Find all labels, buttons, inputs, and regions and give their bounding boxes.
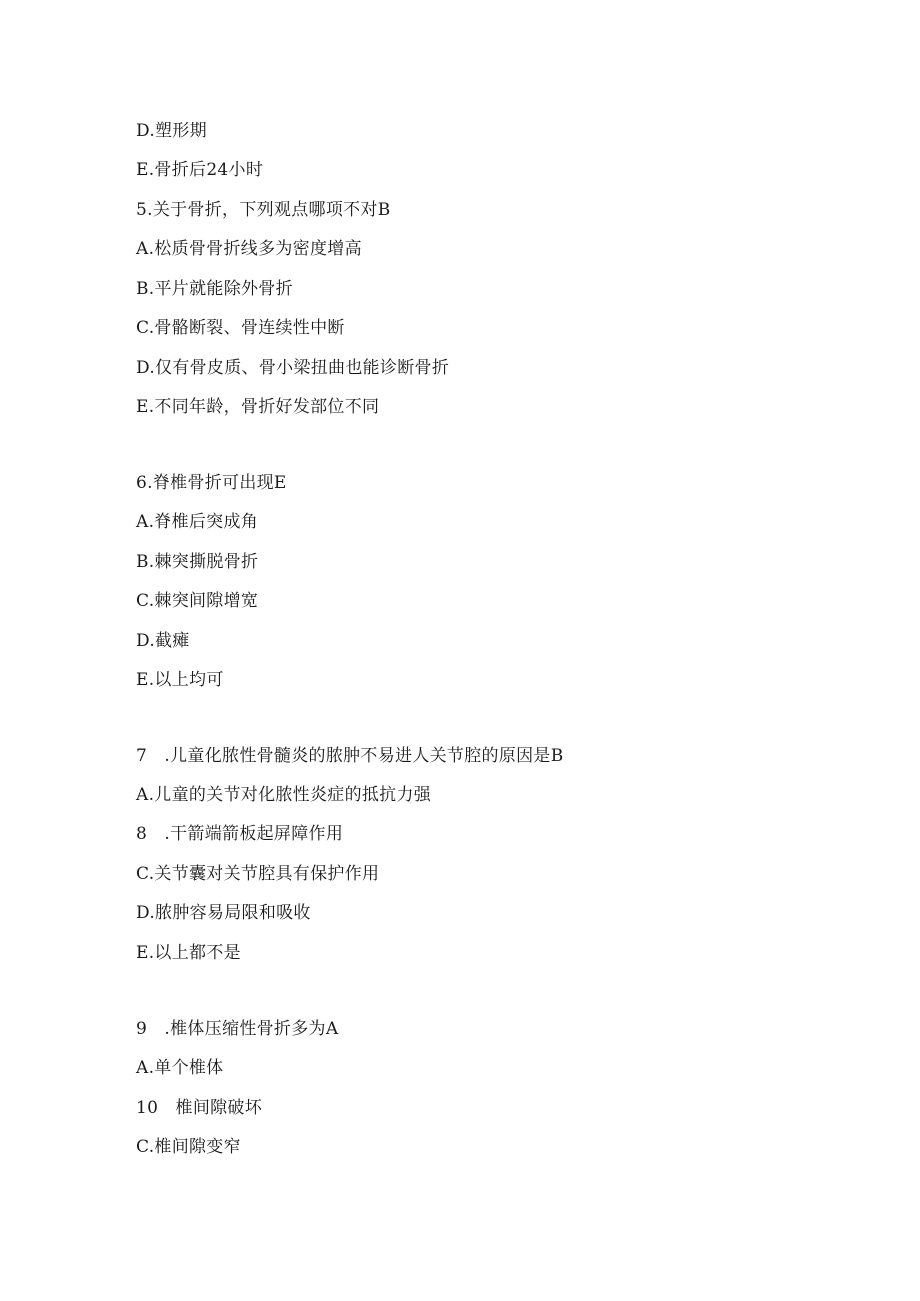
q7-option-c: C.关节囊对关节腔具有保护作用 bbox=[136, 864, 380, 884]
option-e-24-hours: E.骨折后24小时 bbox=[136, 160, 264, 180]
question-5: 5.关于骨折，下列观点哪项不对B bbox=[136, 200, 391, 220]
q6-option-d: D.截瘫 bbox=[136, 631, 190, 651]
q6-option-c: C.棘突间隙增宽 bbox=[136, 591, 259, 611]
option-d-plastic-stage: D.塑形期 bbox=[136, 121, 207, 141]
question-9: 9 .椎体压缩性骨折多为A bbox=[136, 1019, 339, 1039]
q9-option-a: A.单个椎体 bbox=[136, 1058, 224, 1078]
q5-option-d: D.仅有骨皮质、骨小梁扭曲也能诊断骨折 bbox=[136, 358, 450, 378]
question-7: 7 .儿童化脓性骨髓炎的脓肿不易进人关节腔的原因是B bbox=[136, 746, 564, 766]
q5-option-a: A.松质骨骨折线多为密度增高 bbox=[136, 239, 362, 259]
q7-option-d: D.脓肿容易局限和吸收 bbox=[136, 903, 311, 923]
q9-option-c: C.椎间隙变窄 bbox=[136, 1137, 241, 1157]
q6-option-e: E.以上均可 bbox=[136, 670, 224, 690]
q7-option-e: E.以上都不是 bbox=[136, 943, 241, 963]
q9-option-10: 10 椎间隙破坏 bbox=[136, 1098, 263, 1118]
q7-option-a: A.儿童的关节对化脓性炎症的抵抗力强 bbox=[136, 785, 432, 805]
q5-option-c: C.骨骼断裂、骨连续性中断 bbox=[136, 318, 345, 338]
q5-option-e: E.不同年龄，骨折好发部位不同 bbox=[136, 397, 380, 417]
q5-option-b: B.平片就能除外骨折 bbox=[136, 279, 293, 299]
q7-option-8: 8 .干箭端箭板起屏障作用 bbox=[136, 824, 344, 844]
q6-option-b: B.棘突撕脱骨折 bbox=[136, 552, 259, 572]
question-6: 6.脊椎骨折可出现E bbox=[136, 473, 287, 493]
q6-option-a: A.脊椎后突成角 bbox=[136, 512, 259, 532]
